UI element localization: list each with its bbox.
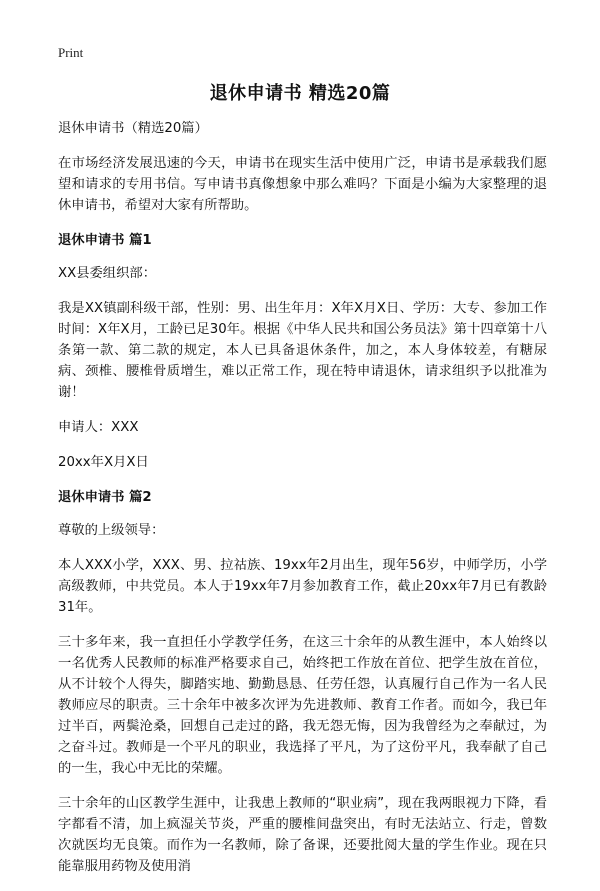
page-title: 退休申请书 精选20篇: [209, 83, 391, 104]
date-line: 20xx年X月X日: [58, 455, 149, 470]
section-heading: 退休申请书 篇1: [58, 233, 152, 248]
body-paragraph: 本人XXX小学，XXX、男、拉祜族、19xx年2月出生，现年56岁，中师学历，小学高级教师，中共党员。本人于19xx年7月参加教育工作，截止20xx年7月已有教龄31年。: [58, 558, 547, 615]
article-body: [58, 118, 547, 891]
section-heading: 退休申请书 篇2: [58, 490, 152, 505]
section-2: [58, 487, 547, 877]
print-link[interactable]: Print: [58, 45, 84, 60]
salutation: XX县委组织部：: [58, 266, 156, 281]
salutation: 尊敬的上级领导：: [58, 523, 165, 538]
body-paragraph: 三十余年的山区教学生涯中，让我患上教师的“职业病”，现在我两眼视力下降，看字都看不清，加上疯湿关节炎，严重的腰椎间盘突出，有时无法站立、行走，曾数次就医均无良策。而作为一名教师，除了备课，还要批阅大量的学生作业。现在只能靠服用药物及使用消: [58, 796, 547, 874]
section-1: [58, 230, 547, 473]
body-paragraph: 三十多年来，我一直担任小学教学任务，在这三十余年的从教生涯中，本人始终以一名优秀人民教师的标准严格要求自己，始终把工作放在首位、把学生放在首位，从不计较个人得失，脚踏实地、勤勤恳恳、任劳任怨，认真履行自己作为一名人民教师应尽的职责。三十余年中被多次评为先进教师、教育工作者。而如今，我已年过半百，两鬓沧桑，回想自己走过的路，我无怨无悔，因为我曾经为之奉献过，为之奋斗过。教师是一个平凡的职业，我选择了平凡，为了这份平凡，我奉献了自己的一生，我心中无比的荣耀。: [58, 635, 547, 776]
applicant-line: 申请人：XXX: [58, 420, 139, 435]
intro-subtitle: 退休申请书（精选20篇）: [58, 121, 208, 136]
intro-paragraph: 在市场经济发展迅速的今天，申请书在现实生活中使用广泛，申请书是承载我们愿望和请求的专用书信。写申请书真像想象中那么难吗？下面是小编为大家整理的退休申请书，希望对大家有所帮助。: [58, 156, 547, 213]
body-paragraph: 我是XX镇副科级干部，性别：男、出生年月：X年X月X日、学历：大专、参加工作时间：X年X月，工龄已足30年。根据《中华人民共和国公务员法》第十四章第十八条第一款、第二款的规定，本人已具备退休条件，加之，本人身体较差，有糖尿病、颈椎、腰椎骨质增生，难以正常工作，现在特申请退休，请求组织予以批准为谢！: [58, 301, 547, 400]
